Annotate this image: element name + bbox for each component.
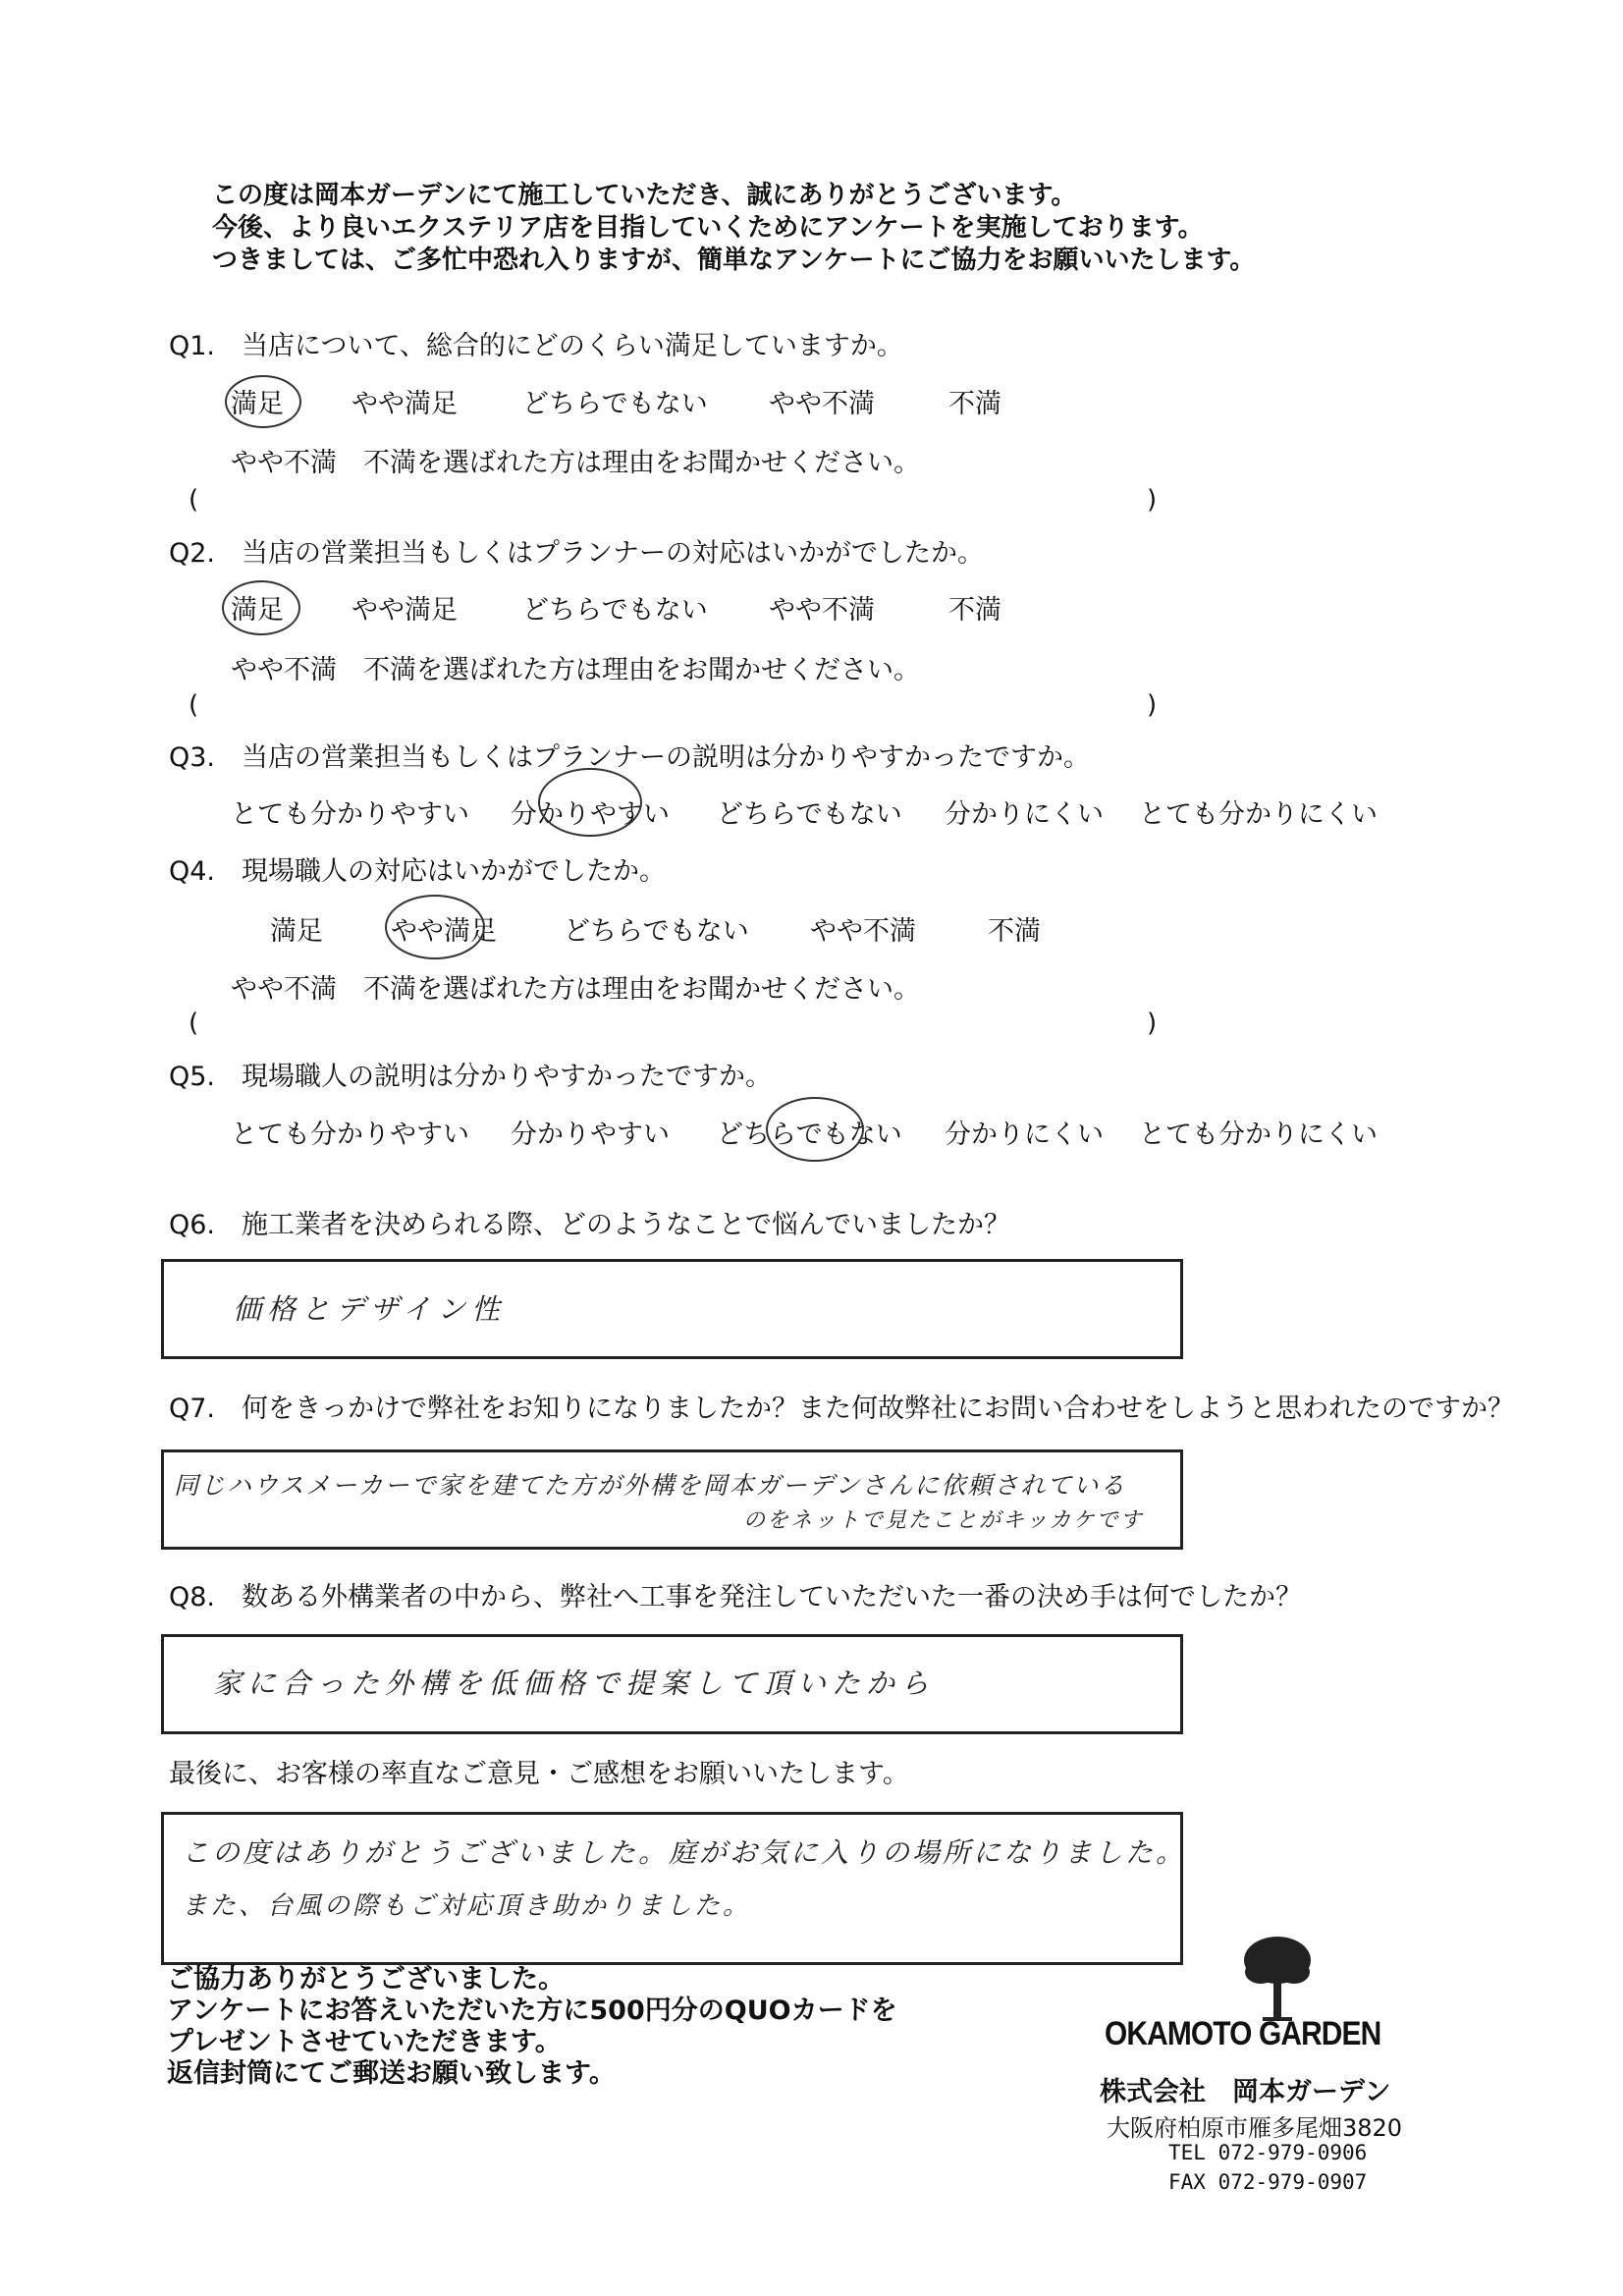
final-comment-label: 最後に、お客様の率直なご意見・ご感想をお願いいたします。 (169, 1759, 909, 1789)
q2-option-dissatisfied[interactable]: 不満 (948, 595, 1001, 626)
q3-option-clear[interactable]: 分かりやすい (511, 799, 670, 830)
q2-selection-circle (222, 580, 300, 635)
intro-line: この度は岡本ガーデンにて施工していただき、誠にありがとうございます。 (212, 181, 1077, 210)
q5-option-very-clear[interactable]: とても分かりやすい (231, 1120, 469, 1150)
q7-answer-line1: 同じハウスメーカーで家を建てた方が外構を岡本ガーデンさんに依頼されている (174, 1471, 1127, 1500)
company-fax: FAX 072-979-0907 (1168, 2170, 1368, 2194)
q7-answer-box[interactable] (161, 1449, 1183, 1550)
company-logo-text: OKAMOTO GARDEN (1105, 2015, 1381, 2052)
q4-option-neutral[interactable]: どちらでもない (564, 916, 749, 947)
footer-line: アンケートにお答えいただいた方に500円分のQUOカードを (167, 1995, 897, 2026)
q2-reason-prompt: やや不満 不満を選ばれた方は理由をお聞かせください。 (231, 655, 920, 685)
q8-answer-text: 家に合った外構を低価格で提案して頂いたから (213, 1667, 936, 1700)
intro-text (212, 180, 1255, 277)
q8-label: Q8. 数ある外構業者の中から、弊社へ工事を発注していただいた一番の決め手は何でしたか？ (169, 1582, 1303, 1613)
tree-logo-icon (1239, 1933, 1316, 2023)
q2-paren-close: ) (1147, 690, 1158, 720)
q4-option-somewhat-satisfied[interactable]: やや満足 (391, 916, 497, 947)
q5-option-clear[interactable]: 分かりやすい (511, 1120, 670, 1150)
q4-paren-close: ) (1147, 1009, 1158, 1038)
q3-selection-circle (538, 768, 642, 837)
q2-option-satisfied[interactable]: 満足 (231, 595, 284, 626)
q8-answer-box[interactable] (161, 1634, 1183, 1734)
q1-label: Q1. 当店について、総合的にどのくらい満足していますか。 (169, 331, 903, 361)
q2-label: Q2. 当店の営業担当もしくはプランナーの対応はいかがでしたか。 (169, 538, 985, 569)
footer-line: プレゼントさせていただきます。 (167, 2027, 562, 2057)
company-address: 大阪府柏原市雁多尾畑3820 (1107, 2114, 1403, 2142)
q1-reason-prompt: やや不満 不満を選ばれた方は理由をお聞かせください。 (231, 448, 920, 478)
q4-selection-circle (385, 895, 485, 959)
final-comment-line2: また、台風の際もご対応頂き助かりました。 (182, 1891, 752, 1921)
q3-option-neutral[interactable]: どちらでもない (717, 799, 902, 830)
q6-label: Q6. 施工業者を決められる際、どのようなことで悩んでいましたか？ (169, 1210, 1011, 1240)
q3-option-unclear[interactable]: 分かりにくい (945, 799, 1104, 830)
q4-option-satisfied[interactable]: 満足 (270, 916, 323, 947)
q2-paren-open: ( (189, 690, 199, 720)
footer-line: 返信封筒にてご郵送お願い致します。 (167, 2058, 616, 2089)
q2-option-neutral[interactable]: どちらでもない (522, 595, 708, 626)
q1-paren-close: ) (1147, 485, 1158, 515)
final-comment-line1: この度はありがとうございました。庭がお気に入りの場所になりました。 (182, 1836, 1187, 1869)
q4-option-somewhat-dissatisfied[interactable]: やや不満 (810, 916, 916, 947)
q6-answer-text: 価格とデザイン性 (233, 1292, 506, 1326)
q4-label: Q4. 現場職人の対応はいかがでしたか。 (169, 856, 667, 887)
q7-answer-line2: のをネットで見たことがキッカケです (743, 1508, 1144, 1533)
footer-message (167, 1964, 897, 2090)
q7-label: Q7. 何をきっかけで弊社をお知りになりましたか？また何故弊社にお問い合わせをしようと思われたのですか？ (169, 1394, 1515, 1424)
intro-line: 今後、より良いエクステリア店を目指していくためにアンケートを実施しております。 (212, 213, 1204, 243)
q5-option-very-unclear[interactable]: とても分かりにくい (1139, 1120, 1378, 1150)
q4-paren-open: ( (189, 1009, 199, 1038)
company-name: 株式会社 岡本ガーデン (1100, 2077, 1391, 2107)
q3-option-very-clear[interactable]: とても分かりやすい (231, 799, 469, 830)
footer-line: ご協力ありがとうございました。 (167, 1964, 565, 1995)
q1-option-somewhat-dissatisfied[interactable]: やや不満 (769, 389, 875, 419)
q6-answer-box[interactable] (161, 1259, 1183, 1359)
q1-option-neutral[interactable]: どちらでもない (522, 389, 708, 419)
q1-option-somewhat-satisfied[interactable]: やや満足 (352, 389, 458, 419)
final-comment-box[interactable] (161, 1812, 1187, 1965)
q5-option-unclear[interactable]: 分かりにくい (945, 1120, 1104, 1150)
q4-option-dissatisfied[interactable]: 不満 (988, 916, 1041, 947)
q1-option-dissatisfied[interactable]: 不満 (948, 389, 1001, 419)
q5-label: Q5. 現場職人の説明は分かりやすかったですか。 (169, 1062, 773, 1092)
q3-option-very-unclear[interactable]: とても分かりにくい (1139, 799, 1378, 830)
q2-option-somewhat-satisfied[interactable]: やや満足 (352, 595, 458, 626)
intro-line: つきましては、ご多忙中恐れ入りますが、簡単なアンケートにご協力をお願いいたします。 (212, 246, 1256, 275)
q2-option-somewhat-dissatisfied[interactable]: やや不満 (769, 595, 875, 626)
q1-paren-open: ( (189, 485, 199, 515)
q5-option-neutral[interactable]: どちらでもない (717, 1120, 902, 1150)
q3-label: Q3. 当店の営業担当もしくはプランナーの説明は分かりやすかったですか。 (169, 742, 1091, 773)
company-tel: TEL 072-979-0906 (1168, 2141, 1368, 2164)
q4-reason-prompt: やや不満 不満を選ばれた方は理由をお聞かせください。 (231, 974, 920, 1005)
q1-selection-circle (225, 375, 301, 428)
q1-option-satisfied[interactable]: 満足 (231, 389, 284, 419)
q5-selection-circle (766, 1097, 864, 1162)
